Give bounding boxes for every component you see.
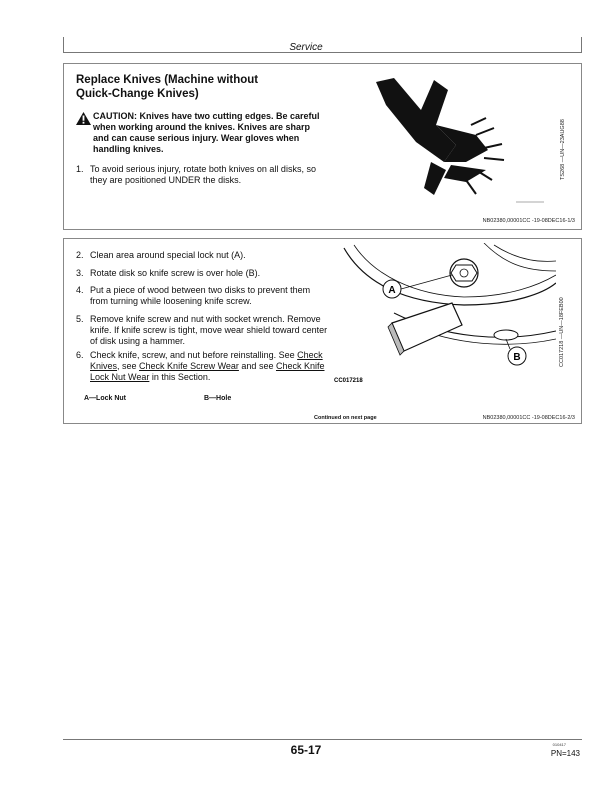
step-3 bbox=[76, 268, 328, 279]
step-text-separator: , see bbox=[117, 361, 137, 371]
document-reference-2: NB02380,00001CC -19-08DEC16-2/3 bbox=[482, 415, 575, 421]
step-text-separator: and see bbox=[238, 361, 274, 371]
footer-rule bbox=[63, 739, 582, 740]
step-5 bbox=[76, 314, 328, 347]
image-reference-2: CC017218 —UN—18FEB00 bbox=[559, 297, 565, 367]
step-number: 4. bbox=[76, 285, 84, 295]
caution-text: CAUTION: Knives have two cutting edges. Be careful when working around the knives. Knives are sharp and can cause serious injury. Wear gloves when handling knives. bbox=[93, 111, 320, 154]
step-text bbox=[76, 350, 328, 383]
step-2 bbox=[76, 250, 328, 261]
legend-a: A—Lock Nut bbox=[84, 395, 126, 402]
callout-label-b: B bbox=[513, 352, 521, 363]
image-reference-1: TS268 —UN—23AUG88 bbox=[560, 119, 566, 180]
step-text: To avoid serious injury, rotate both knives on all disks, so they are positioned UNDER the disks. bbox=[90, 164, 316, 185]
warning-triangle-icon bbox=[76, 112, 91, 125]
continued-note: Continued on next page bbox=[314, 415, 377, 421]
image-code: CC017218 bbox=[334, 378, 363, 384]
step-text-tail: in this Section. bbox=[149, 372, 211, 382]
footer-small-code: 010417 bbox=[552, 742, 566, 747]
page-number: 65-17 bbox=[290, 743, 322, 757]
step-text: Rotate disk so knife screw is over hole (B). bbox=[90, 268, 261, 278]
link-check-knives[interactable]: Check Knives bbox=[90, 350, 323, 371]
caution-note bbox=[76, 111, 326, 155]
step-number: 6. bbox=[76, 350, 84, 360]
section-header: Service bbox=[289, 42, 323, 53]
link-check-knife-lock-nut-wear[interactable]: Check Knife Lock Nut Wear bbox=[90, 361, 325, 382]
step-number: 1. bbox=[76, 164, 84, 174]
step-1 bbox=[76, 164, 328, 186]
title-line-2: Quick-Change Knives) bbox=[76, 88, 199, 100]
document-reference-1: NB02380,00001CC -19-08DEC16-1/3 bbox=[482, 218, 575, 224]
step-text: Remove knife screw and nut with socket wrench. Remove knife. If knife screw is tight, move wear shield toward center of disk using a hammer. bbox=[90, 314, 328, 346]
gloved-hand-knife-illustration bbox=[376, 70, 546, 205]
procedure-block-2 bbox=[63, 238, 582, 424]
link-check-knife-screw-wear[interactable]: Check Knife Screw Wear bbox=[139, 361, 239, 371]
page-pn: PN=143 bbox=[550, 749, 580, 758]
callout-label-a: A bbox=[388, 285, 396, 296]
step-4 bbox=[76, 285, 328, 307]
step-number: 3. bbox=[76, 268, 84, 278]
step-number: 5. bbox=[76, 314, 84, 324]
legend-b: B—Hole bbox=[204, 395, 232, 402]
disk-lock-nut-illustration bbox=[334, 243, 556, 385]
procedure-block-1 bbox=[63, 63, 582, 230]
procedure-title bbox=[76, 73, 258, 101]
header-rule bbox=[63, 52, 582, 53]
step-6 bbox=[76, 350, 328, 383]
step-number: 2. bbox=[76, 250, 84, 260]
step-text-lead: Check knife, screw, and nut before reinstalling. See bbox=[90, 350, 295, 360]
title-line-1: Replace Knives (Machine without bbox=[76, 74, 259, 86]
step-text: Clean area around special lock nut (A). bbox=[90, 250, 246, 260]
step-text: Put a piece of wood between two disks to prevent them from turning while loosening knife screw. bbox=[90, 285, 311, 306]
